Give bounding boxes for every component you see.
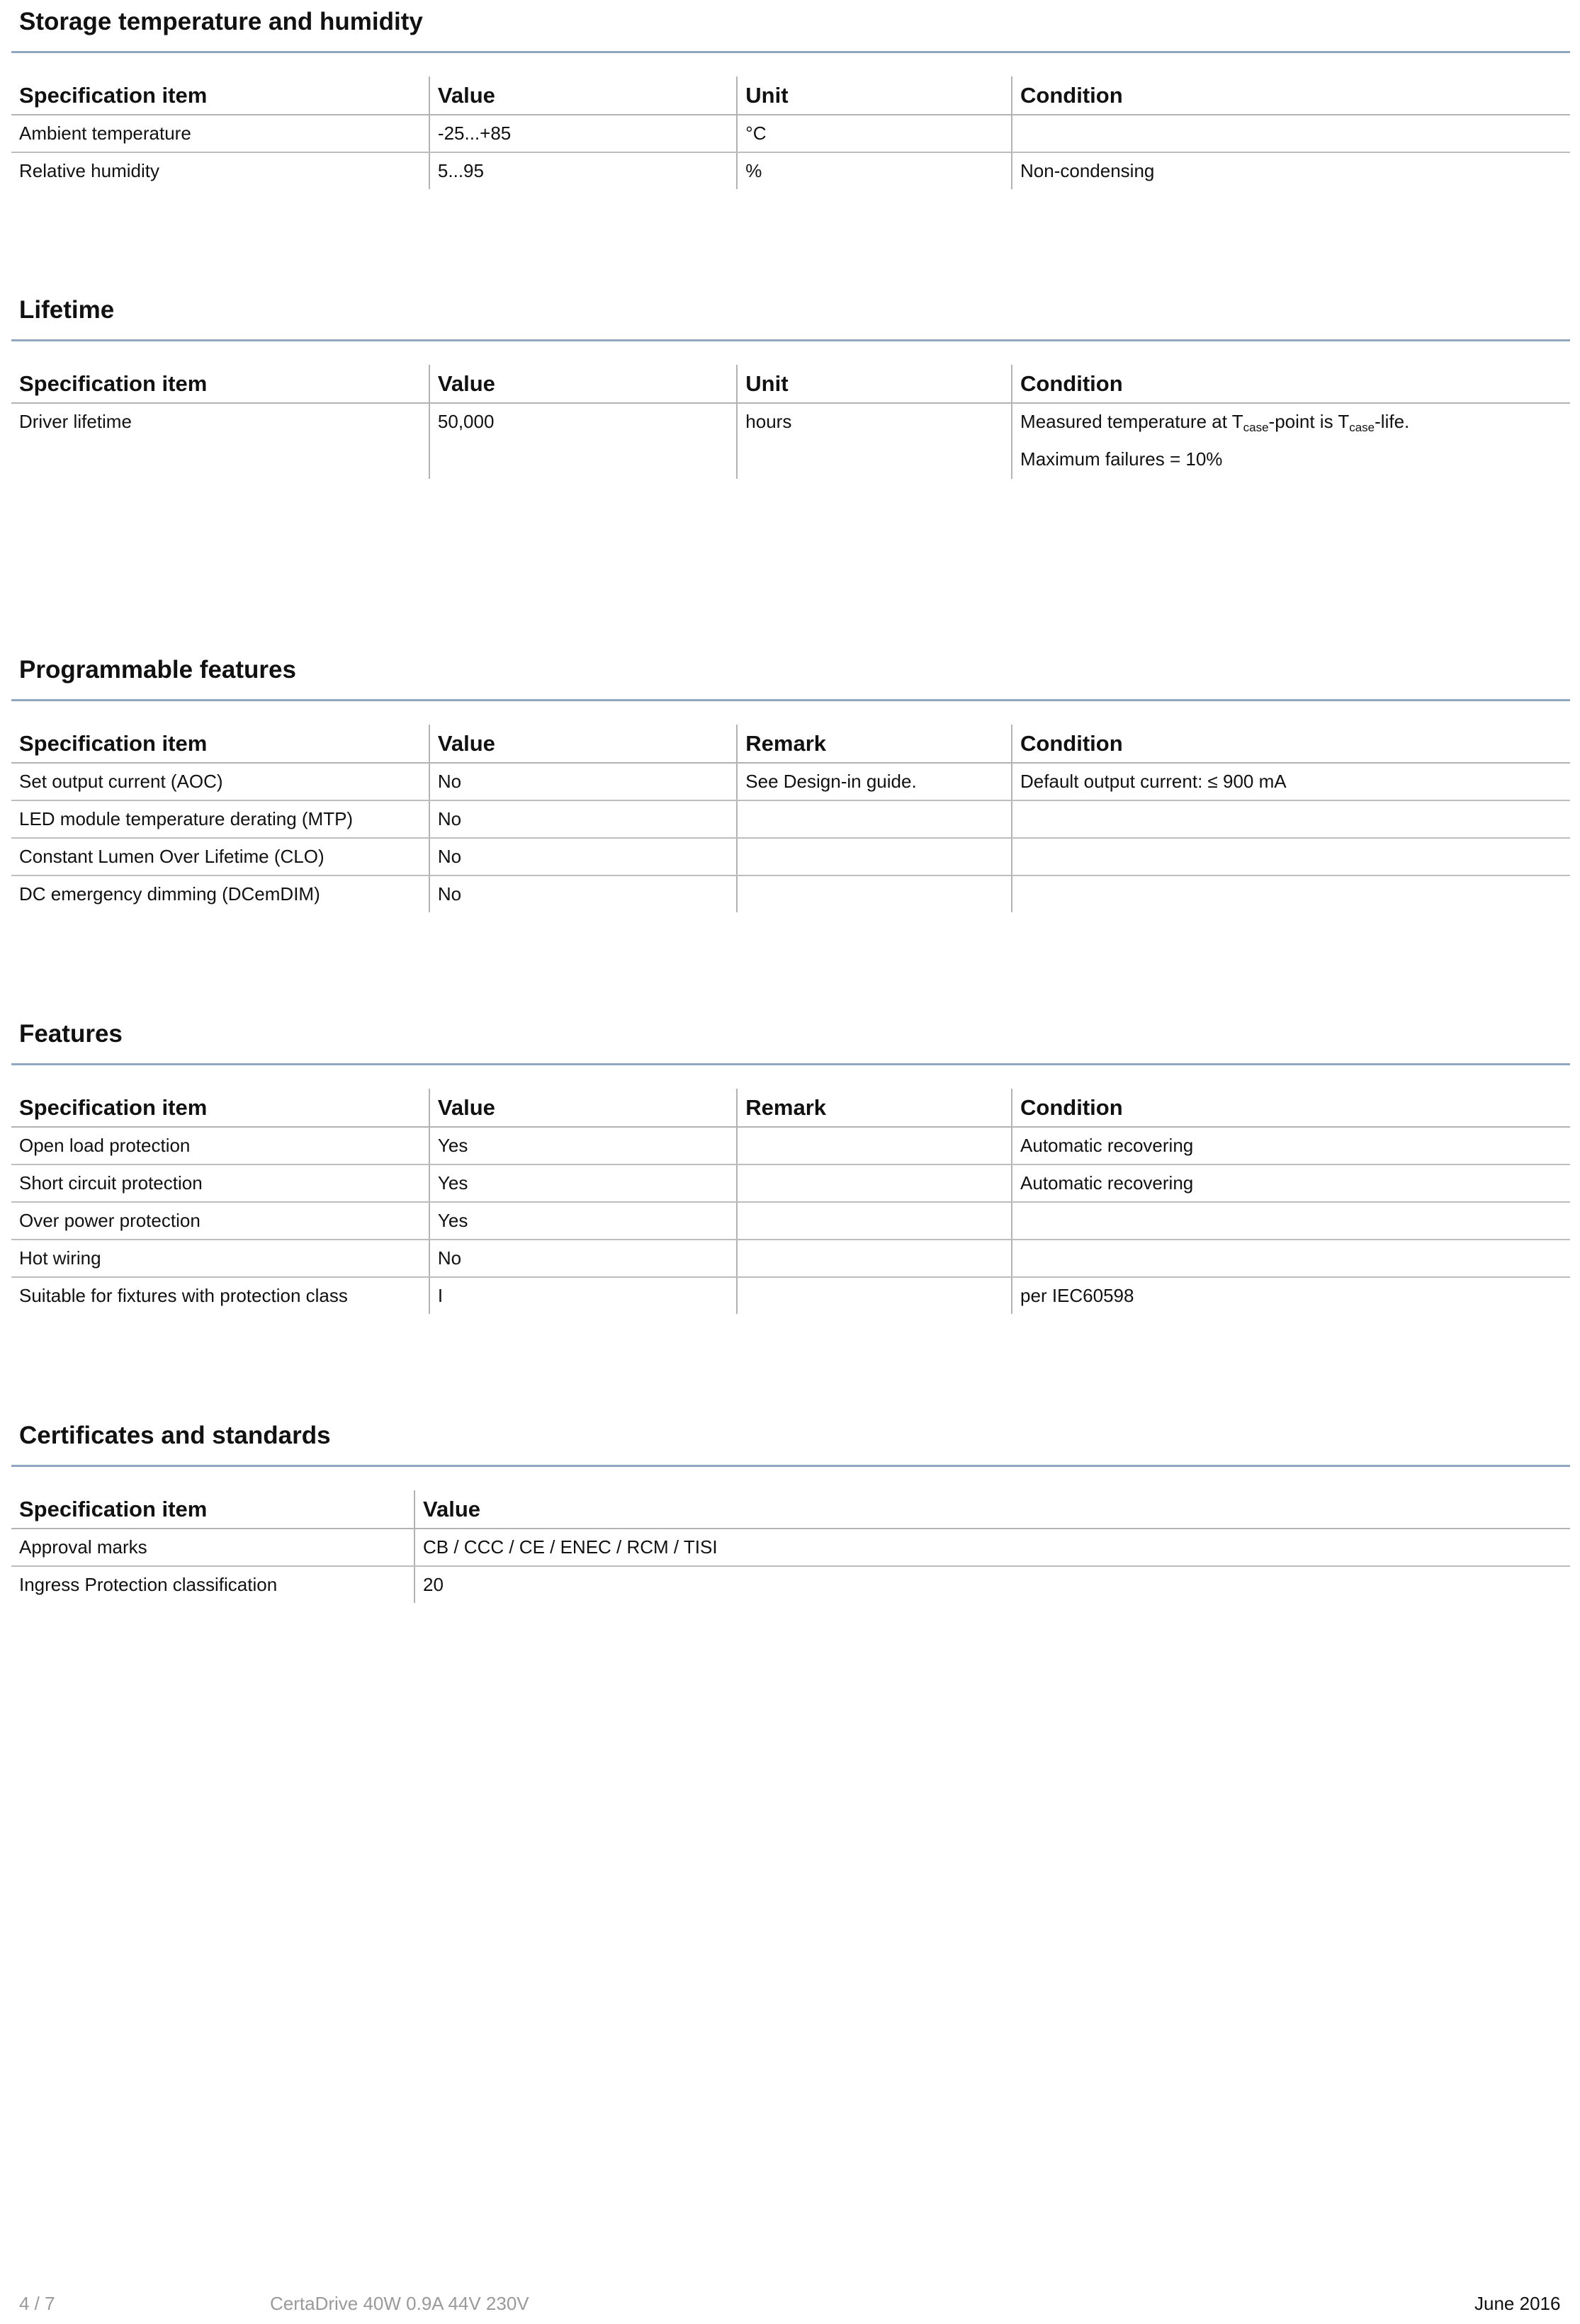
cell-remark: [737, 800, 1012, 838]
cell-remark: See Design-in guide.: [737, 763, 1012, 800]
table-header-row: [11, 365, 1570, 403]
header-specification-item: Specification item: [11, 76, 429, 115]
cell-value: No: [429, 800, 737, 838]
cell-condition: [1012, 115, 1570, 152]
cell-unit: %: [737, 152, 1012, 189]
cell-value: No: [429, 838, 737, 875]
cell-item: Driver lifetime: [19, 411, 132, 432]
cell-item: Suitable for fixtures with protection class: [19, 1285, 348, 1306]
condition-text: -life.: [1375, 411, 1410, 432]
cell-value: No: [429, 875, 737, 912]
cell-value: 5...95: [429, 152, 737, 189]
features-table: [11, 1089, 1570, 1314]
cell-remark: [737, 1164, 1012, 1202]
features-section: [11, 1016, 1570, 1314]
header-value: Value: [429, 1089, 737, 1127]
cell-item: Ingress Protection classification: [19, 1574, 278, 1595]
programmable-features-table: [11, 725, 1570, 912]
table-row: [11, 115, 1570, 152]
cell-item: Hot wiring: [11, 1240, 429, 1277]
lifetime-section: [11, 293, 1570, 479]
lifetime-table: [11, 365, 1570, 479]
cell-item: DC emergency dimming (DCemDIM): [19, 883, 320, 905]
cell-value: Yes: [429, 1127, 737, 1164]
cell-condition: Automatic recovering: [1012, 1164, 1570, 1202]
header-remark: Remark: [737, 1089, 1012, 1127]
section-divider: [11, 1465, 1570, 1467]
table-header-row: [11, 1490, 1570, 1529]
cell-item: Ambient temperature: [11, 115, 429, 152]
table-row: [11, 875, 1570, 912]
storage-table: [11, 76, 1570, 189]
header-condition: Condition: [1012, 76, 1570, 115]
cell-value: CB / CCC / CE / ENEC / RCM / TISI: [414, 1529, 1570, 1566]
header-value: Value: [429, 365, 737, 403]
header-value: Value: [429, 725, 737, 763]
condition-line-2: Maximum failures = 10%: [1020, 448, 1223, 470]
header-condition: Condition: [1012, 725, 1570, 763]
cell-remark: [737, 838, 1012, 875]
cell-value: Yes: [429, 1164, 737, 1202]
table-row: [11, 1127, 1570, 1164]
cell-value: I: [429, 1277, 737, 1314]
cell-item: Over power protection: [11, 1202, 429, 1240]
product-name: CertaDrive 40W 0.9A 44V 230V: [270, 2293, 529, 2314]
table-row: [11, 1566, 1570, 1603]
section-title: Lifetime: [19, 296, 115, 324]
cell-remark: [737, 1277, 1012, 1314]
cell-item: Constant Lumen Over Lifetime (CLO): [11, 838, 429, 875]
cell-item: Short circuit protection: [11, 1164, 429, 1202]
cell-unit: hours: [737, 403, 1012, 479]
header-specification-item: Specification item: [11, 1490, 414, 1529]
cell-condition: [1012, 838, 1570, 875]
section-title: Programmable features: [19, 656, 296, 684]
cell-value: Yes: [429, 1202, 737, 1240]
section-divider: [11, 339, 1570, 341]
cell-remark: [737, 875, 1012, 912]
table-header-row: [11, 76, 1570, 115]
cell-value: -25...+85: [429, 115, 737, 152]
cell-condition: per IEC60598: [1012, 1277, 1570, 1314]
table-row: [11, 800, 1570, 838]
table-row: [11, 403, 1570, 479]
condition-text: -point is T: [1268, 411, 1350, 432]
cell-condition: Default output current: ≤ 900 mA: [1012, 763, 1570, 800]
cell-item: LED module temperature derating (MTP): [11, 800, 429, 838]
certificates-section: [11, 1418, 1570, 1603]
header-condition: Condition: [1012, 1089, 1570, 1127]
document-date: June 2016: [1474, 2293, 1561, 2314]
cell-condition: [1012, 1240, 1570, 1277]
table-header-row: [11, 1089, 1570, 1127]
section-divider: [11, 51, 1570, 53]
table-row: [11, 1277, 1570, 1314]
table-row: [11, 1240, 1570, 1277]
section-divider: [11, 1063, 1570, 1065]
header-remark: Remark: [737, 725, 1012, 763]
cell-item: Open load protection: [11, 1127, 429, 1164]
header-unit: Unit: [737, 76, 1012, 115]
cell-value: No: [429, 763, 737, 800]
cell-value: 20: [414, 1566, 1570, 1603]
cell-condition: [1012, 800, 1570, 838]
table-row: [11, 152, 1570, 189]
certificates-table: [11, 1490, 1570, 1603]
cell-condition: [1012, 1202, 1570, 1240]
cell-condition: [1012, 403, 1570, 479]
header-value: Value: [429, 76, 737, 115]
cell-remark: [737, 1127, 1012, 1164]
header-specification-item: Specification item: [11, 725, 429, 763]
table-header-row: [11, 725, 1570, 763]
header-specification-item: Specification item: [11, 365, 429, 403]
table-row: [11, 763, 1570, 800]
cell-item: Approval marks: [11, 1529, 414, 1566]
header-value: Value: [414, 1490, 1570, 1529]
cell-condition: Non-condensing: [1012, 152, 1570, 189]
cell-item: Set output current (AOC): [11, 763, 429, 800]
condition-line-1: [1020, 404, 1562, 441]
header-condition: Condition: [1012, 365, 1570, 403]
section-title: Certificates and standards: [19, 1422, 331, 1449]
cell-condition: [1012, 875, 1570, 912]
header-unit: Unit: [737, 365, 1012, 403]
table-row: [11, 1202, 1570, 1240]
storage-section: [11, 4, 1570, 189]
header-specification-item: Specification item: [11, 1089, 429, 1127]
condition-text: Measured temperature at T: [1020, 411, 1243, 432]
cell-remark: [737, 1240, 1012, 1277]
cell-unit: °C: [737, 115, 1012, 152]
table-row: [11, 1529, 1570, 1566]
section-title: Features: [19, 1020, 123, 1048]
table-row: [11, 1164, 1570, 1202]
cell-remark: [737, 1202, 1012, 1240]
cell-condition: Automatic recovering: [1012, 1127, 1570, 1164]
subscript-case: case: [1243, 421, 1269, 434]
cell-value: 50,000: [429, 403, 737, 479]
subscript-case: case: [1349, 421, 1375, 434]
section-divider: [11, 699, 1570, 701]
page-number: 4 / 7: [19, 2293, 55, 2314]
section-title: Storage temperature and humidity: [19, 8, 423, 35]
table-row: [11, 838, 1570, 875]
programmable-features-section: [11, 652, 1570, 912]
cell-item: Relative humidity: [19, 160, 159, 181]
cell-value: No: [429, 1240, 737, 1277]
